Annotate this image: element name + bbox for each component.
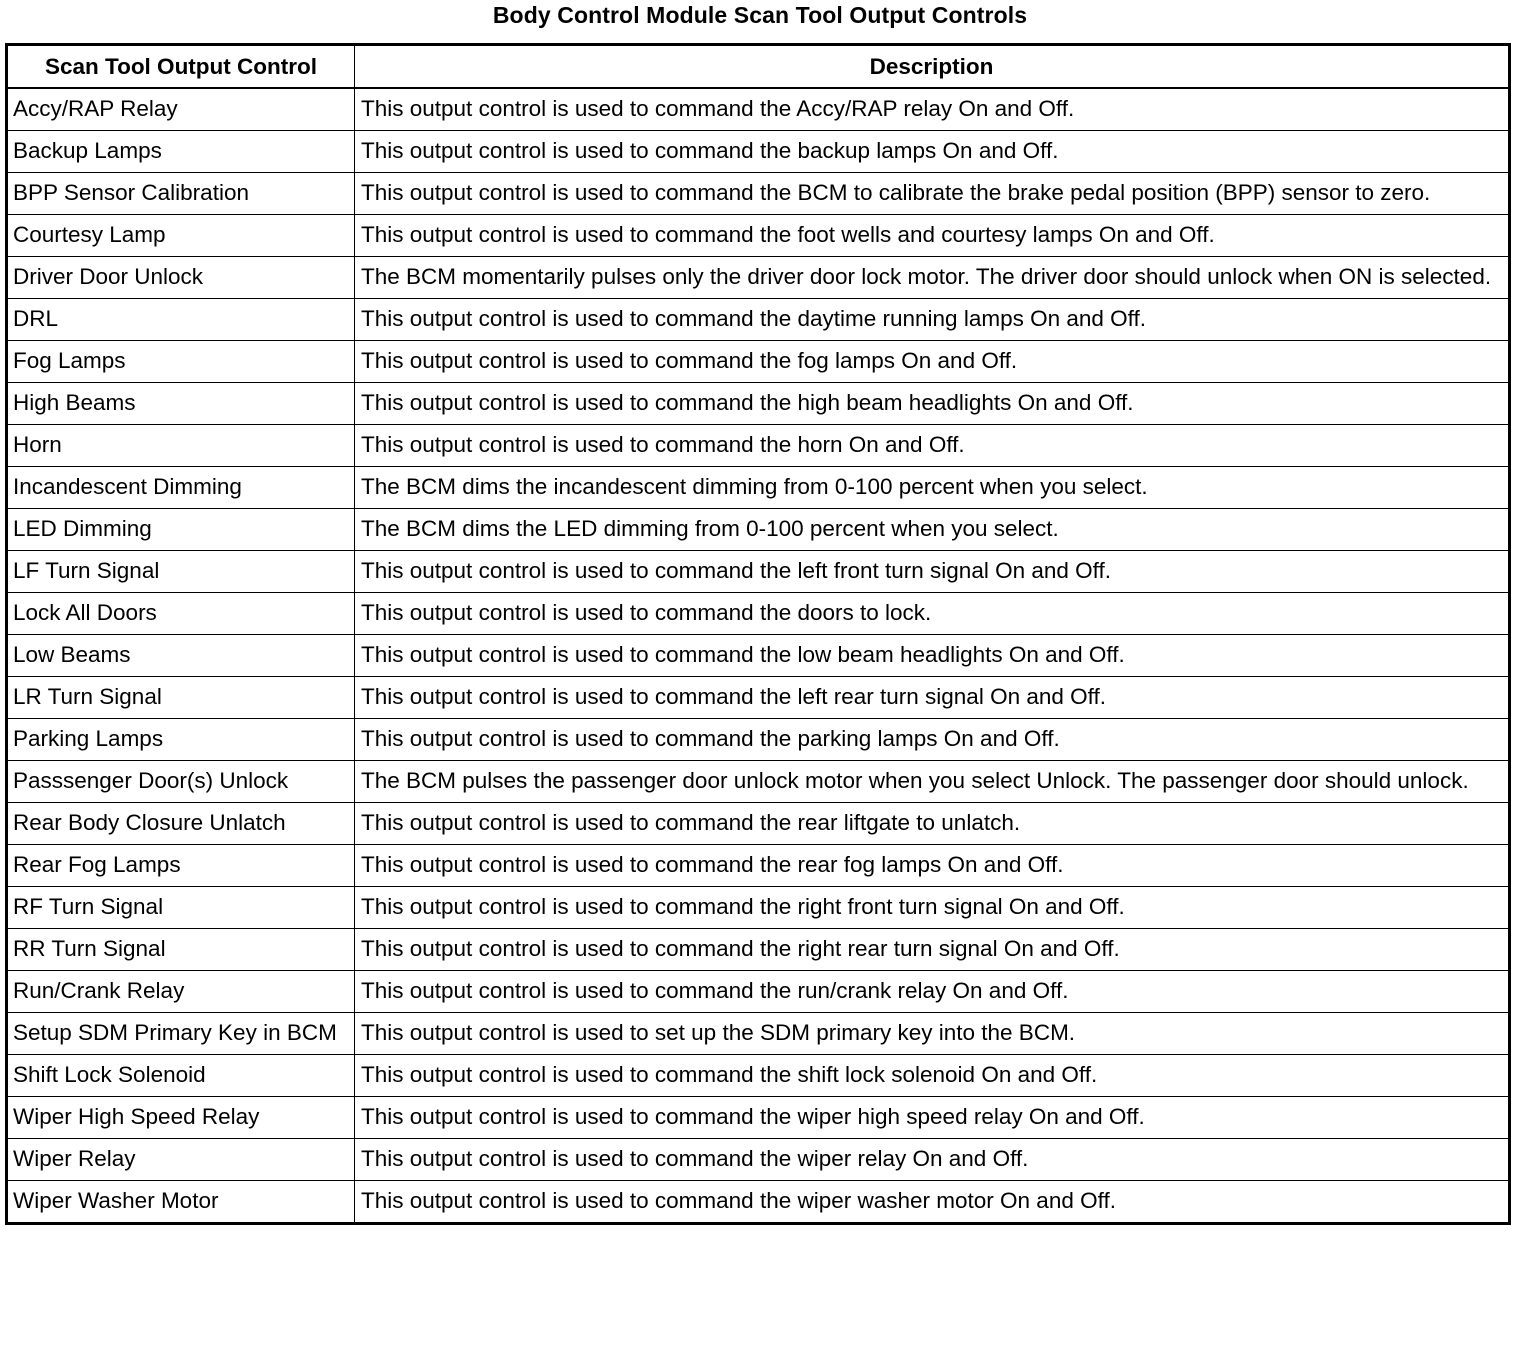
table-row <box>7 425 1510 467</box>
table-row <box>7 677 1510 719</box>
output-control-name: Passsenger Door(s) Unlock <box>7 761 355 803</box>
output-control-description: The BCM dims the incandescent dimming from 0-100 percent when you select. <box>355 467 1510 509</box>
output-control-description: This output control is used to command the rear fog lamps On and Off. <box>355 845 1510 887</box>
output-control-name: Horn <box>7 425 355 467</box>
output-control-description: This output control is used to command the BCM to calibrate the brake pedal position (BPP) sensor to zero. <box>355 173 1510 215</box>
table-row <box>7 1139 1510 1181</box>
output-control-description: This output control is used to command the Accy/RAP relay On and Off. <box>355 88 1510 131</box>
output-control-description: This output control is used to command the right rear turn signal On and Off. <box>355 929 1510 971</box>
table-row <box>7 215 1510 257</box>
table-row <box>7 257 1510 299</box>
column-header-description: Description <box>355 45 1510 89</box>
table-row <box>7 467 1510 509</box>
output-control-description: This output control is used to command the horn On and Off. <box>355 425 1510 467</box>
table-row <box>7 1055 1510 1097</box>
output-control-description: The BCM momentarily pulses only the driver door lock motor. The driver door should unlock when ON is selected. <box>355 257 1510 299</box>
table-row <box>7 845 1510 887</box>
table-row <box>7 1181 1510 1224</box>
output-control-name: LF Turn Signal <box>7 551 355 593</box>
table-row <box>7 1097 1510 1139</box>
output-control-description: The BCM pulses the passenger door unlock motor when you select Unlock. The passenger door should unlock. <box>355 761 1510 803</box>
table-body <box>7 88 1510 1224</box>
output-control-description: This output control is used to command the high beam headlights On and Off. <box>355 383 1510 425</box>
output-control-name: RF Turn Signal <box>7 887 355 929</box>
output-control-name: Backup Lamps <box>7 131 355 173</box>
output-control-description: This output control is used to command the run/crank relay On and Off. <box>355 971 1510 1013</box>
table-row <box>7 88 1510 131</box>
table-row <box>7 173 1510 215</box>
table-row <box>7 131 1510 173</box>
output-control-description: This output control is used to command the wiper washer motor On and Off. <box>355 1181 1510 1224</box>
table-row <box>7 341 1510 383</box>
output-control-name: High Beams <box>7 383 355 425</box>
output-control-name: Parking Lamps <box>7 719 355 761</box>
output-control-description: This output control is used to command the left rear turn signal On and Off. <box>355 677 1510 719</box>
output-control-name: Rear Body Closure Unlatch <box>7 803 355 845</box>
output-control-name: RR Turn Signal <box>7 929 355 971</box>
output-control-name: Rear Fog Lamps <box>7 845 355 887</box>
output-control-name: Accy/RAP Relay <box>7 88 355 131</box>
table-row <box>7 719 1510 761</box>
output-control-name: Lock All Doors <box>7 593 355 635</box>
header-row <box>7 45 1510 89</box>
output-control-description: This output control is used to command the rear liftgate to unlatch. <box>355 803 1510 845</box>
table-row <box>7 551 1510 593</box>
output-control-name: Wiper Washer Motor <box>7 1181 355 1224</box>
output-control-description: This output control is used to set up the SDM primary key into the BCM. <box>355 1013 1510 1055</box>
table-row <box>7 971 1510 1013</box>
output-controls-table <box>5 43 1511 1225</box>
table-row <box>7 383 1510 425</box>
table-row <box>7 887 1510 929</box>
output-control-description: This output control is used to command the doors to lock. <box>355 593 1510 635</box>
output-control-name: BPP Sensor Calibration <box>7 173 355 215</box>
output-control-description: This output control is used to command the low beam headlights On and Off. <box>355 635 1510 677</box>
output-control-description: This output control is used to command the backup lamps On and Off. <box>355 131 1510 173</box>
output-control-name: Setup SDM Primary Key in BCM <box>7 1013 355 1055</box>
output-control-description: The BCM dims the LED dimming from 0-100 percent when you select. <box>355 509 1510 551</box>
output-control-description: This output control is used to command the foot wells and courtesy lamps On and Off. <box>355 215 1510 257</box>
table-row <box>7 509 1510 551</box>
output-control-name: Low Beams <box>7 635 355 677</box>
output-control-name: Shift Lock Solenoid <box>7 1055 355 1097</box>
output-control-description: This output control is used to command the wiper high speed relay On and Off. <box>355 1097 1510 1139</box>
table-row <box>7 635 1510 677</box>
table-row <box>7 1013 1510 1055</box>
output-control-name: Courtesy Lamp <box>7 215 355 257</box>
output-control-name: Driver Door Unlock <box>7 257 355 299</box>
output-control-description: This output control is used to command the daytime running lamps On and Off. <box>355 299 1510 341</box>
table-row <box>7 929 1510 971</box>
output-control-name: Wiper High Speed Relay <box>7 1097 355 1139</box>
output-control-description: This output control is used to command the shift lock solenoid On and Off. <box>355 1055 1510 1097</box>
output-control-name: Incandescent Dimming <box>7 467 355 509</box>
output-control-description: This output control is used to command the right front turn signal On and Off. <box>355 887 1510 929</box>
output-control-name: Wiper Relay <box>7 1139 355 1181</box>
page-title: Body Control Module Scan Tool Output Controls <box>492 2 1028 28</box>
table-row <box>7 299 1510 341</box>
output-control-name: LR Turn Signal <box>7 677 355 719</box>
output-control-description: This output control is used to command the fog lamps On and Off. <box>355 341 1510 383</box>
output-control-description: This output control is used to command the parking lamps On and Off. <box>355 719 1510 761</box>
table-row <box>7 803 1510 845</box>
output-control-name: DRL <box>7 299 355 341</box>
table-row <box>7 593 1510 635</box>
output-control-description: This output control is used to command the left front turn signal On and Off. <box>355 551 1510 593</box>
output-control-name: LED Dimming <box>7 509 355 551</box>
output-control-name: Run/Crank Relay <box>7 971 355 1013</box>
table-row <box>7 761 1510 803</box>
table-header <box>7 45 1510 89</box>
column-header-control: Scan Tool Output Control <box>7 45 355 89</box>
output-control-name: Fog Lamps <box>7 341 355 383</box>
output-control-description: This output control is used to command the wiper relay On and Off. <box>355 1139 1510 1181</box>
